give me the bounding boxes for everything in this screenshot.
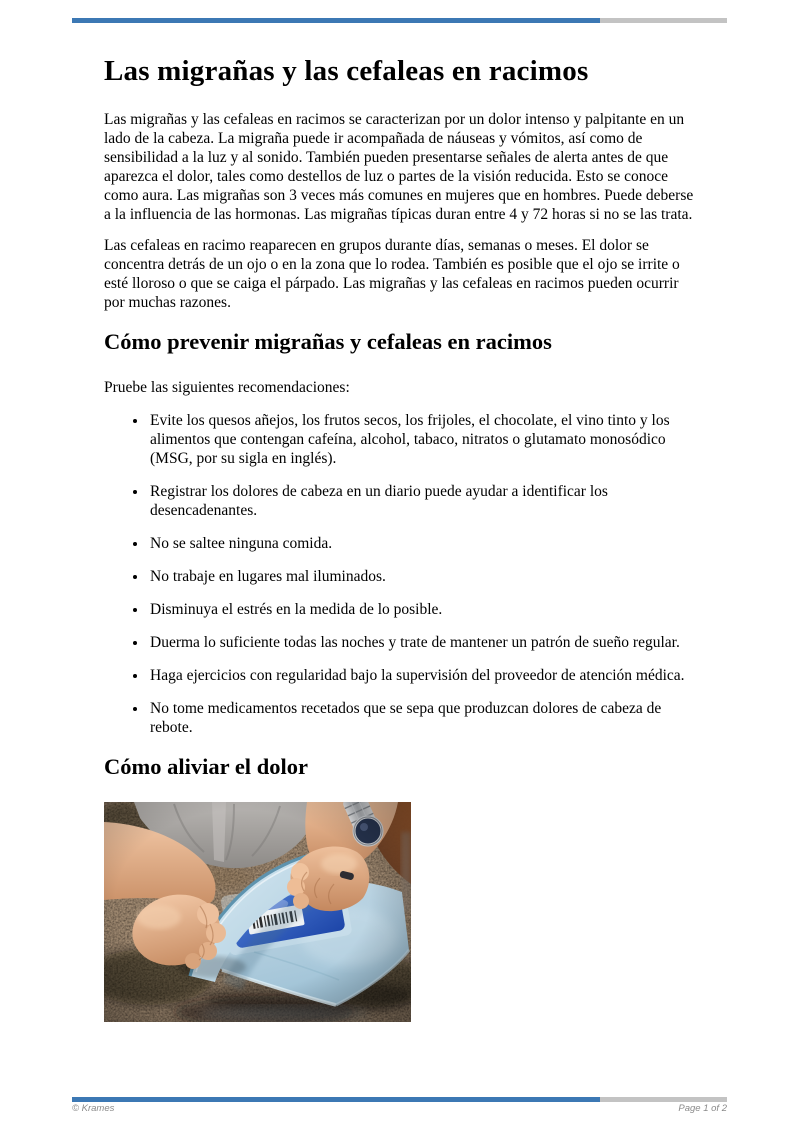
photo-vignette bbox=[104, 802, 411, 1022]
recommendation-item: • Haga ejercicios con regularidad bajo la supervisión del proveedor de atención médica. bbox=[148, 666, 698, 685]
paragraph: Las migrañas y las cefaleas en racimos se caracterizan por un dolor intenso y palpitante en un lado de la cabeza. La migraña puede ir acompañada de náuseas y vómitos, así como de sensibilidad a la luz y al sonido. También pueden presentarse señales de alerta antes de que aparezca el dolor, tales como destellos de luz o partes de la visión reducida. Esto se conoce como aura. Las migrañas son 3 veces más comunes en mujeres que en hombres. Puede deberse a la influencia de las hormonas. Las migrañas típicas duran entre 4 y 72 horas si no se las trata. bbox=[104, 111, 694, 224]
intro-paragraphs bbox=[104, 110, 698, 312]
recommendation-item: • No tome medicamentos recetados que se sepa que produzcan dolores de cabeza de rebote. bbox=[148, 699, 698, 737]
document-body bbox=[104, 55, 698, 1022]
page-title: Las migrañas y las cefaleas en racimos bbox=[104, 55, 589, 87]
top-divider-rule bbox=[72, 18, 727, 23]
bottom-rule-gray-segment bbox=[600, 1097, 727, 1102]
recommendation-item: • Duerma lo suficiente todas las noches y trate de mantener un patrón de sueño regular. bbox=[148, 633, 698, 652]
page-number-label: Page 1 of 2 bbox=[678, 1103, 727, 1114]
recommendation-item: • No se saltee ninguna comida. bbox=[148, 534, 698, 553]
section-heading-relief: Cómo aliviar el dolor bbox=[104, 754, 308, 780]
bottom-divider-rule bbox=[72, 1097, 727, 1102]
ice-pack-photo bbox=[104, 802, 411, 1022]
top-rule-gray-segment bbox=[600, 18, 727, 23]
section-heading-prevention: Cómo prevenir migrañas y cefaleas en racimos bbox=[104, 329, 552, 355]
recommendation-item: • Evite los quesos añejos, los frutos secos, los frijoles, el chocolate, el vino tinto y los alimentos que contengan cafeína, alcohol, tabaco, nitratos o glutamato monosódico (MSG, por su sigla en inglés). bbox=[148, 411, 698, 468]
recommendation-item: • Registrar los dolores de cabeza en un diario puede ayudar a identificar los desencadenantes. bbox=[148, 482, 698, 520]
page-footer bbox=[72, 1103, 727, 1114]
ice-pack-photo-illustration bbox=[104, 802, 411, 1022]
copyright-text: © Krames bbox=[72, 1103, 115, 1114]
paragraph: Las cefaleas en racimo reaparecen en grupos durante días, semanas o meses. El dolor se concentra detrás de un ojo o en la zona que lo rodea. También es posible que el ojo se irrite o esté lloroso o que se caiga el párpado. Las migrañas y las cefaleas en racimos pueden ocurrir por muchas razones. bbox=[104, 237, 680, 312]
bottom-rule-blue-segment bbox=[72, 1097, 600, 1102]
top-rule-blue-segment bbox=[72, 18, 600, 23]
recommendations-intro: Pruebe las siguientes recomendaciones: bbox=[104, 379, 350, 397]
recommendation-item: • No trabaje en lugares mal iluminados. bbox=[148, 567, 698, 586]
recommendations-list bbox=[104, 411, 698, 737]
recommendation-item: • Disminuya el estrés en la medida de lo posible. bbox=[148, 600, 698, 619]
